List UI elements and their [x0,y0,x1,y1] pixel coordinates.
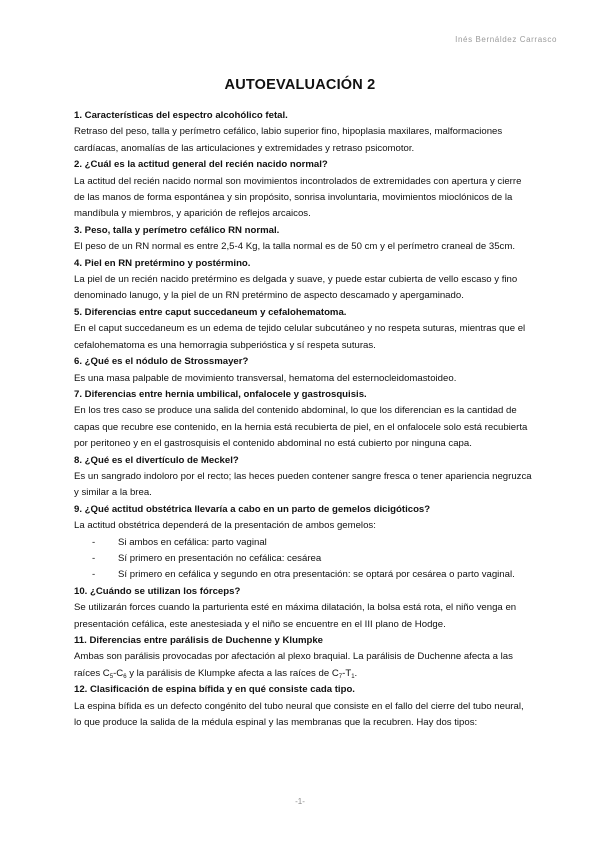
question-12: 12. Clasificación de espina bífida y en qué consiste cada tipo. [74,684,355,696]
page-number: -1- [295,797,305,806]
subscript: 1 [351,673,355,680]
answer-11-text: y la parálisis de Klumpke afecta a las raíces de C [126,667,339,679]
answer-4: La piel de un recién nacido pretérmino es delgada y suave, y puede estar cubierta de vello escaso y fino denominado lanugo, y la piel de un RN pretérmino de aspecto descamado y apergaminado. [74,274,518,302]
question-4: 4. Piel en RN pretérmino y postérmino. [74,257,251,269]
answer-2: La actitud del recién nacido normal son movimientos incontrolados de extremidades con apertura y cierre de las manos de forma espontánea y sin propósito, sonrisa involuntaria, movimientos mioclónicos de la mandíbula y miembros, y aparición de reflejos arcaicos. [74,175,522,220]
question-3: 3. Peso, talla y perímetro cefálico RN normal. [74,224,280,236]
answer-7: En los tres caso se produce una salida del contenido abdominal, lo que los diferencian es la cantidad de capas que recubre ese contenido, en la hernia está recubierta de piel, en el onfalocele solo está recubierta por peritoneo y en el gastrosquisis el contenido abdominal no está cubierto por ninguna capa. [74,405,528,450]
question-1: 1. Características del espectro alcohólico fetal. [74,110,288,121]
question-10: 10. ¿Cuándo se utilizan los fórceps? [74,585,241,597]
header-author: Inés Bernáldez Carrasco [455,35,557,44]
subscript: 6 [123,673,127,680]
answer-11-text: -T [342,667,352,679]
question-5: 5. Diferencias entre caput succedaneum y cefalohematoma. [74,306,347,318]
list-item: - Sí primero en cefálica y segundo en otra presentación: se optará por cesárea o parto vaginal. [92,567,532,583]
subscript: 7 [338,673,343,680]
answer-3: El peso de un RN normal es entre 2,5-4 Kg, la talla normal es de 50 cm y el perímetro craneal de 35cm. [74,241,515,253]
answer-8: Es un sangrado indoloro por el recto; las heces pueden contener sangre fresca o tener apariencia negruzca y similar a la brea. [74,470,532,499]
answer-6: Es una masa palpable de movimiento transversal, hematoma del esternocleidomastoideo. [74,372,457,384]
list-item: - Sí primero en presentación no cefálica: cesárea [92,551,532,567]
question-8: 8. ¿Qué es el divertículo de Meckel? [74,454,239,466]
list-item: - Si ambos en cefálica: parto vaginal [92,535,532,551]
answer-1: Retraso del peso, talla y perímetro cefálico, labio superior fino, hipoplasia maxilares, malformaciones cardíacas, anomalías de las articulaciones y extremidades y retraso psicomotor. [74,126,503,154]
answer-9-options [74,535,532,584]
question-9: 9. ¿Qué actitud obstétrica llevaría a cabo en un parto de gemelos dicigóticos? [74,503,431,515]
question-2: 2. ¿Cuál es la actitud general del recién nacido normal? [74,159,328,171]
answer-11-text-post: . [354,667,358,679]
answer-11 [74,649,532,682]
answer-5: En el caput succedaneum es un edema de tejido celular subcutáneo y no respeta suturas, mientras que el cefalohematoma es una hemorragia subperióstica y sí respeta suturas. [74,323,526,351]
subscript: 5 [109,673,114,680]
answer-10: Se utilizarán forces cuando la parturienta esté en máxima dilatación, la bolsa está rota, el niño venga en presentación cefálica, este anestesiada y el niño se encuentre en el III plano de Hodge. [74,602,517,630]
document-body [74,108,532,731]
question-6: 6. ¿Qué es el nódulo de Strossmayer? [74,356,249,368]
answer-9: La actitud obstétrica dependerá de la presentación de ambos gemelos: [74,520,376,532]
question-11: 11. Diferencias entre parálisis de Duchenne y Klumpke [74,635,324,646]
question-7: 7. Diferencias entre hernia umbilical, onfalocele y gastrosquisis. [74,388,367,400]
answer-11-text: -C [113,667,124,679]
answer-12: La espina bífida es un defecto congénito del tubo neural que consiste en el fallo del cierre del tubo neural, lo que produce la salida de la médula espinal y las membranas que la recubren. Hay dos tipos: [74,700,524,729]
page-title: AUTOEVALUACIÓN 2 [224,77,376,93]
answer-11-text-pre: Ambas son parálisis provocadas por afectación al plexo braquial. La parálisis de Duchenne afecta a las raíces C [74,651,513,679]
